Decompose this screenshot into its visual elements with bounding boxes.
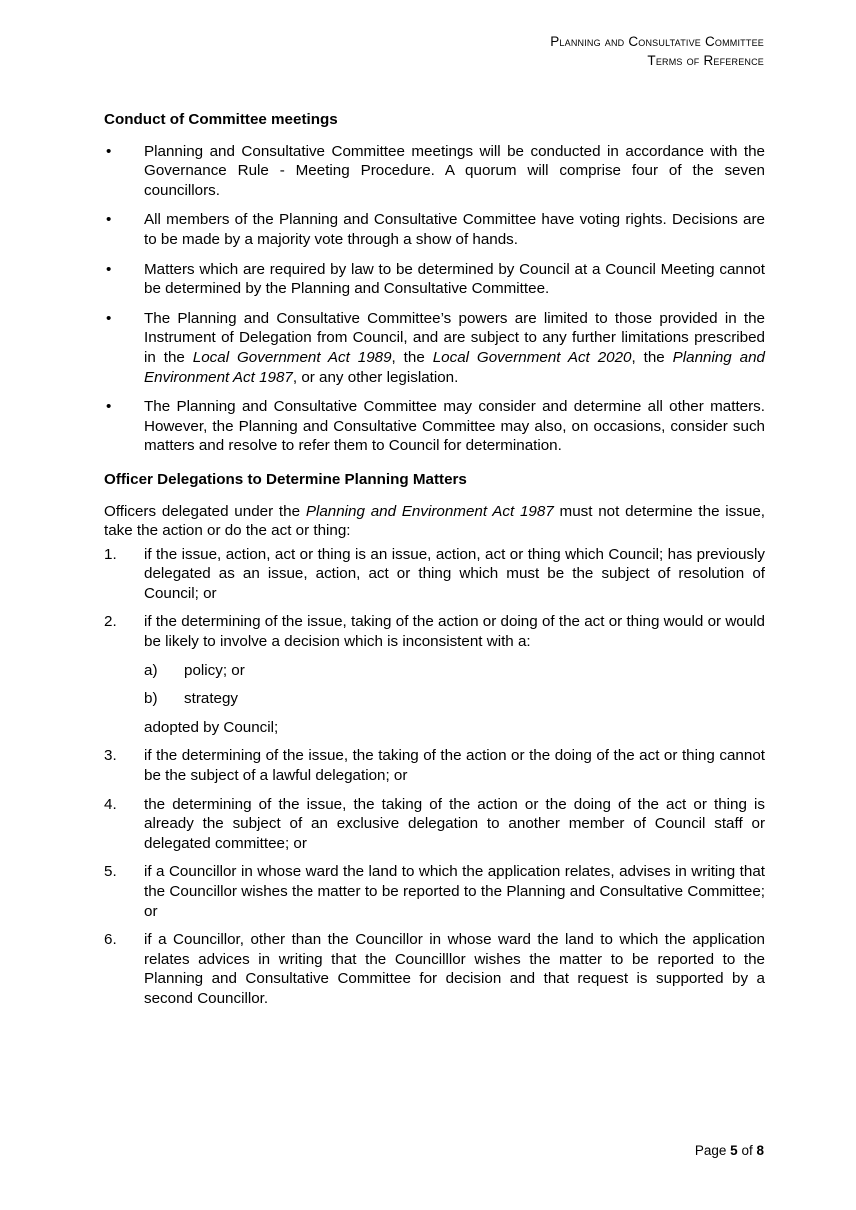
section-heading-delegations: Officer Delegations to Determine Planning Matters [104, 470, 467, 488]
text-run: , or any other legislation. [292, 368, 459, 386]
header-line-1: Planning and Consultative Committee [550, 34, 764, 49]
sub-item-text: strategy [184, 690, 239, 708]
list-item [104, 795, 765, 854]
list-item [104, 397, 765, 456]
item-text: if a Councillor in whose ward the land to which the application relates, advises in writing that the Councillor wishes the matter to be reported to the Planning and Consultative Committee; or [144, 863, 765, 920]
sub-item [144, 689, 765, 709]
page-label: Page [694, 1143, 727, 1158]
item-text: if the issue, action, act or thing is an issue, action, act or thing which Council; has previously delegated as an issue, action, act or thing which must be the subject of resolution of Council; or [144, 545, 765, 602]
list-item [104, 612, 765, 737]
act-title: Local Government Act 2020 [432, 348, 632, 366]
header-line-2: Terms of Reference [647, 53, 764, 68]
list-item [104, 309, 765, 387]
text-run: must not determine the issue, take the action or do the act or thing: [104, 502, 765, 540]
bullet-text: The Planning and Consultative Committee may consider and determine all other matters. However, the Planning and Consultative Committee may also, on occasions, consider such matters and resolve to refer them to Council for determination. [144, 398, 765, 455]
list-item [104, 142, 765, 201]
current-page: 5 [730, 1143, 738, 1158]
sub-item-label: a) [144, 661, 158, 679]
item-number: 2. [104, 613, 117, 631]
item-number: 1. [104, 545, 117, 563]
sub-item-text: policy; or [184, 661, 245, 679]
total-pages: 8 [756, 1143, 764, 1158]
list-item [104, 260, 765, 299]
adopted-note: adopted by Council; [144, 718, 279, 736]
sub-item [144, 661, 765, 681]
bullet-marker: • [106, 260, 112, 278]
delegation-numbered-list [104, 545, 765, 1009]
item-text: the determining of the issue, the taking of the action or the doing of the act or thing is already the subject of an exclusive delegation to another member of Council staff or delegated committee; or [144, 795, 765, 852]
item-text: if a Councillor, other than the Councillor in whose ward the land to which the application relates advices in writing that the Councilllor wishes the matter to be reported to the Planning and Consultative Committee for decision and that request is supported by a second Councillor. [144, 931, 765, 1007]
list-item [104, 210, 765, 249]
bullet-marker: • [106, 142, 112, 160]
text-run: , the [631, 348, 673, 366]
running-header [550, 32, 764, 70]
bullet-marker: • [106, 398, 112, 416]
section-heading-conduct: Conduct of Committee meetings [104, 111, 338, 128]
bullet-text: Planning and Consultative Committee meetings will be conducted in accordance with the Governance Rule - Meeting Procedure. A quorum will comprise four of the seven councillors. [144, 142, 765, 199]
text-run: Officers delegated under the [104, 502, 306, 520]
page-content [104, 110, 765, 1018]
bullet-marker: • [106, 211, 112, 229]
item-body [144, 612, 765, 737]
list-item [104, 930, 765, 1008]
bullet-marker: • [106, 309, 112, 327]
act-title: Local Government Act 1989 [192, 348, 392, 366]
bullet-text: Matters which are required by law to be determined by Council at a Council Meeting cannot be determined by the Planning and Consultative Committee. [144, 260, 765, 298]
intro-paragraph [104, 502, 765, 541]
list-item [104, 746, 765, 785]
page-number [695, 1143, 764, 1158]
item-text: if the determining of the issue, taking of the action or doing of the act or thing would or would be likely to involve a decision which is inconsistent with a: [144, 613, 765, 651]
conduct-bullet-list [104, 142, 765, 456]
item-number: 3. [104, 747, 117, 765]
list-item [104, 862, 765, 921]
item-number: 6. [104, 931, 117, 949]
text-run: , the [391, 348, 433, 366]
sub-item-label: b) [144, 690, 158, 708]
page-of: of [741, 1143, 753, 1158]
bullet-text: All members of the Planning and Consultative Committee have voting rights. Decisions are to be made by a majority vote through a show of hands. [144, 211, 765, 248]
item-text: if the determining of the issue, the taking of the action or the doing of the act or thing cannot be the subject of a lawful delegation; or [144, 747, 765, 785]
bullet-text [144, 309, 765, 387]
item-number: 5. [104, 863, 117, 881]
text-run: The Planning and Consultative Committee’s powers are limited to those provided in the Instrument of Delegation from Council, and are subject to any further limitations prescribed in the [144, 309, 765, 366]
act-title: Planning and Environment Act 1987 [305, 502, 554, 520]
list-item [104, 545, 765, 604]
sub-list [144, 661, 765, 709]
item-number: 4. [104, 795, 117, 813]
act-title: Planning and Environment Act 1987 [144, 348, 766, 386]
